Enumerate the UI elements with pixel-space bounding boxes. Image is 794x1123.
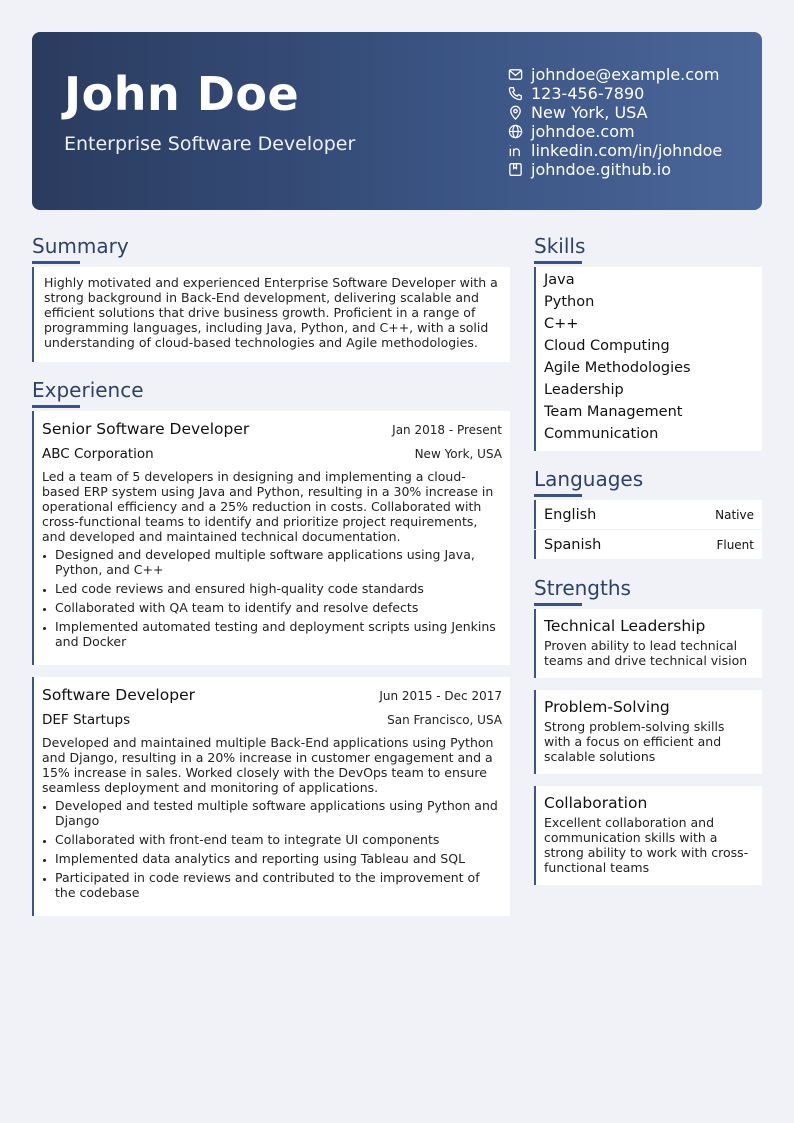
- job-dates: Jun 2015 - Dec 2017: [379, 689, 502, 703]
- skill-item: Communication: [544, 426, 659, 442]
- contact-website[interactable]: [508, 122, 758, 141]
- job-bullet: • Led code reviews and ensured high-quality code standards: [55, 581, 502, 596]
- skill-item: Agile Methodologies: [544, 360, 691, 376]
- contact-email-text: johndoe@example.com: [531, 65, 720, 84]
- languages-heading: Languages: [534, 467, 644, 491]
- contact-location-text: New York, USA: [531, 103, 648, 122]
- contact-phone-text: 123-456-7890: [531, 84, 645, 103]
- strength-text: Proven ability to lead technical teams and drive technical vision: [544, 638, 748, 668]
- candidate-title: Enterprise Software Developer: [64, 133, 356, 155]
- resume-header: [32, 32, 762, 210]
- job-location: New York, USA: [414, 447, 502, 461]
- language-level: Fluent: [716, 537, 754, 552]
- strength-card: [534, 786, 762, 885]
- job-bullet: • Developed and tested multiple software applications using Python and Django: [55, 798, 502, 828]
- strength-card: [534, 609, 762, 678]
- linkedin-icon: [508, 143, 523, 158]
- language-name: English: [544, 506, 597, 523]
- contact-github[interactable]: [508, 160, 758, 179]
- strength-title: Collaboration: [544, 794, 648, 812]
- skills-heading: Skills: [534, 234, 586, 258]
- job-bullet: • Collaborated with front-end team to integrate UI components: [55, 832, 502, 847]
- job-bullet: • Collaborated with QA team to identify and resolve defects: [55, 600, 502, 615]
- experience-heading: Experience: [32, 378, 144, 402]
- contact-list: [508, 65, 758, 179]
- github-icon: [508, 162, 523, 177]
- contact-phone[interactable]: [508, 84, 758, 103]
- contact-email[interactable]: [508, 65, 758, 84]
- job-bullet: • Implemented automated testing and deployment scripts using Jenkins and Docker: [55, 619, 502, 649]
- job-bullet: • Implemented data analytics and reporting using Tableau and SQL: [55, 851, 502, 866]
- mail-icon: [508, 67, 523, 82]
- job-location: San Francisco, USA: [387, 713, 502, 727]
- skill-item: Team Management: [544, 404, 683, 420]
- job-description: Led a team of 5 developers in designing and implementing a cloud-based ERP system using Java and Python, resulting in a 30% increase in operational efficiency and a 25% reduction in costs. Collaborated with cross-functional teams to identify and prioritize project requirements, and developed and maintained technical documentation.: [42, 469, 494, 544]
- strength-title: Technical Leadership: [544, 617, 706, 635]
- candidate-name: John Doe: [64, 67, 300, 121]
- job-dates: Jan 2018 - Present: [392, 423, 502, 437]
- strength-title: Problem-Solving: [544, 698, 670, 716]
- language-name: Spanish: [544, 536, 602, 553]
- language-item: [534, 500, 762, 529]
- language-level: Native: [715, 507, 754, 522]
- job-company: ABC Corporation: [42, 446, 154, 462]
- experience-item: [32, 411, 510, 665]
- skill-item: Python: [544, 294, 595, 310]
- skill-item: Leadership: [544, 382, 624, 398]
- job-bullets: [42, 547, 502, 649]
- contact-linkedin-text: linkedin.com/in/johndoe: [531, 141, 723, 160]
- strength-text: Excellent collaboration and communication skills with a strong ability to work with cross-functional teams: [544, 815, 749, 875]
- contact-linkedin[interactable]: [508, 141, 758, 160]
- summary-text: Highly motivated and experienced Enterprise Software Developer with a strong background in Back-End development, delivering scalable and efficient solutions that drive business growth. Proficient in a range of programming languages, including Java, Python, and C++, with a solid understanding of cloud-based technologies and Agile methodologies.: [44, 275, 498, 350]
- contact-github-text: johndoe.github.io: [531, 160, 672, 179]
- summary-heading: Summary: [32, 234, 129, 258]
- location-pin-icon: [508, 105, 523, 120]
- strengths-heading: Strengths: [534, 576, 631, 600]
- language-item: [534, 530, 762, 559]
- job-company: DEF Startups: [42, 712, 131, 728]
- job-bullets: [42, 798, 502, 900]
- contact-website-text: johndoe.com: [531, 122, 635, 141]
- globe-icon: [508, 124, 523, 139]
- job-role: Software Developer: [42, 686, 195, 704]
- skills-card: [534, 267, 762, 451]
- job-role: Senior Software Developer: [42, 420, 250, 438]
- summary-card: [32, 267, 510, 362]
- strength-text: Strong problem-solving skills with a focus on efficient and scalable solutions: [544, 719, 725, 764]
- skill-item: Java: [544, 272, 575, 288]
- experience-item: [32, 677, 510, 916]
- contact-location: [508, 103, 758, 122]
- job-description: Developed and maintained multiple Back-End applications using Python and Django, resulting in a 20% increase in customer engagement and a 15% increase in sales. Worked closely with the DevOps team to ensure seamless deployment and monitoring of applications.: [42, 735, 494, 795]
- phone-icon: [508, 86, 523, 101]
- skill-item: Cloud Computing: [544, 338, 670, 354]
- job-bullet: • Participated in code reviews and contributed to the improvement of the codebase: [55, 870, 502, 900]
- skill-item: C++: [544, 316, 579, 332]
- job-bullet: • Designed and developed multiple software applications using Java, Python, and C++: [55, 547, 502, 577]
- strength-card: [534, 690, 762, 774]
